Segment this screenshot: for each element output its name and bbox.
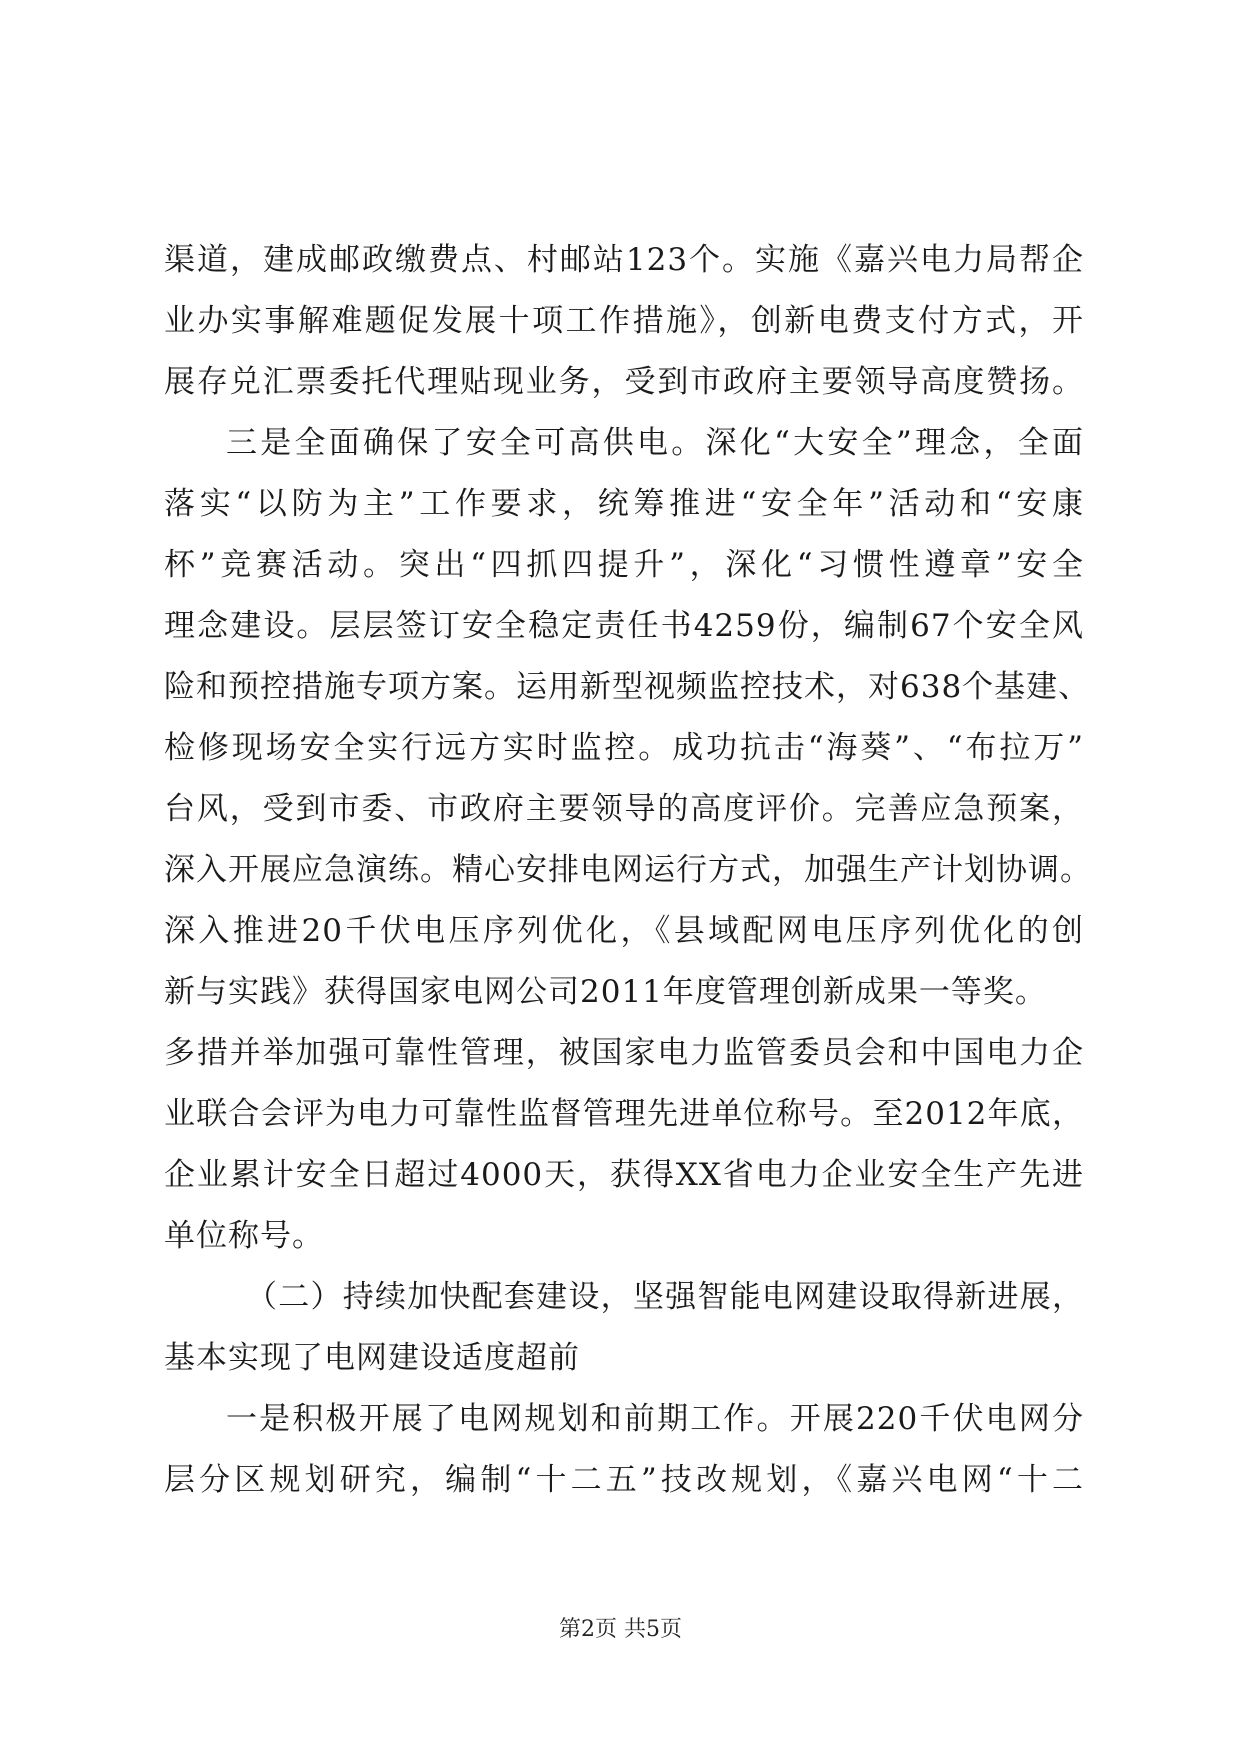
text-line: 新与实践》获得国家电网公司2011年度管理创新成果一等奖。 bbox=[164, 974, 1047, 1010]
body-text bbox=[164, 230, 1092, 1511]
text-line: 深入开展应急演练。精心安排电网运行方式，加强生产计划协调。 bbox=[164, 852, 1092, 888]
page-footer: 第2页 共5页 bbox=[559, 1617, 682, 1642]
text-line: 三是全面确保了安全可高供电。深化“大安全”理念，全面 bbox=[226, 425, 1084, 461]
text-line: 单位称号。 bbox=[164, 1218, 324, 1254]
text-line: 理念建设。层层签订安全稳定责任书4259份，编制67个安全风 bbox=[164, 608, 1084, 644]
text-line: 基本实现了电网建设适度超前 bbox=[164, 1340, 580, 1376]
text-line: 检修现场安全实行远方实时监控。成功抗击“海葵”、“布拉万” bbox=[164, 730, 1084, 766]
text-line: 深入推进20千伏电压序列优化，《县域配网电压序列优化的创 bbox=[164, 913, 1084, 949]
text-line: 渠道，建成邮政缴费点、村邮站123个。实施《嘉兴电力局帮企 bbox=[164, 242, 1084, 278]
text-line: 层分区规划研究，编制“十二五”技改规划，《嘉兴电网“十二 bbox=[164, 1462, 1084, 1498]
text-line: 多措并举加强可靠性管理，被国家电力监管委员会和中国电力企 bbox=[164, 1035, 1084, 1071]
text-line: 险和预控措施专项方案。运用新型视频监控技术，对638个基建、 bbox=[164, 669, 1091, 705]
text-line: （二）持续加快配套建设，坚强智能电网建设取得新进展， bbox=[246, 1279, 1084, 1315]
text-line: 杯”竞赛活动。突出“四抓四提升”，深化“习惯性遵章”安全 bbox=[164, 547, 1084, 583]
text-line: 台风，受到市委、市政府主要领导的高度评价。完善应急预案， bbox=[164, 791, 1084, 827]
text-line: 展存兑汇票委托代理贴现业务，受到市政府主要领导高度赞扬。 bbox=[164, 364, 1084, 400]
text-line: 业办实事解难题促发展十项工作措施》，创新电费支付方式，开 bbox=[164, 303, 1084, 339]
text-line: 企业累计安全日超过4000天，获得XX省电力企业安全生产先进 bbox=[164, 1157, 1084, 1193]
text-line: 一是积极开展了电网规划和前期工作。开展220千伏电网分 bbox=[226, 1401, 1084, 1437]
text-line: 业联合会评为电力可靠性监督管理先进单位称号。至2012年底， bbox=[164, 1096, 1084, 1132]
text-line: 落实“以防为主”工作要求，统筹推进“安全年”活动和“安康 bbox=[164, 486, 1084, 522]
